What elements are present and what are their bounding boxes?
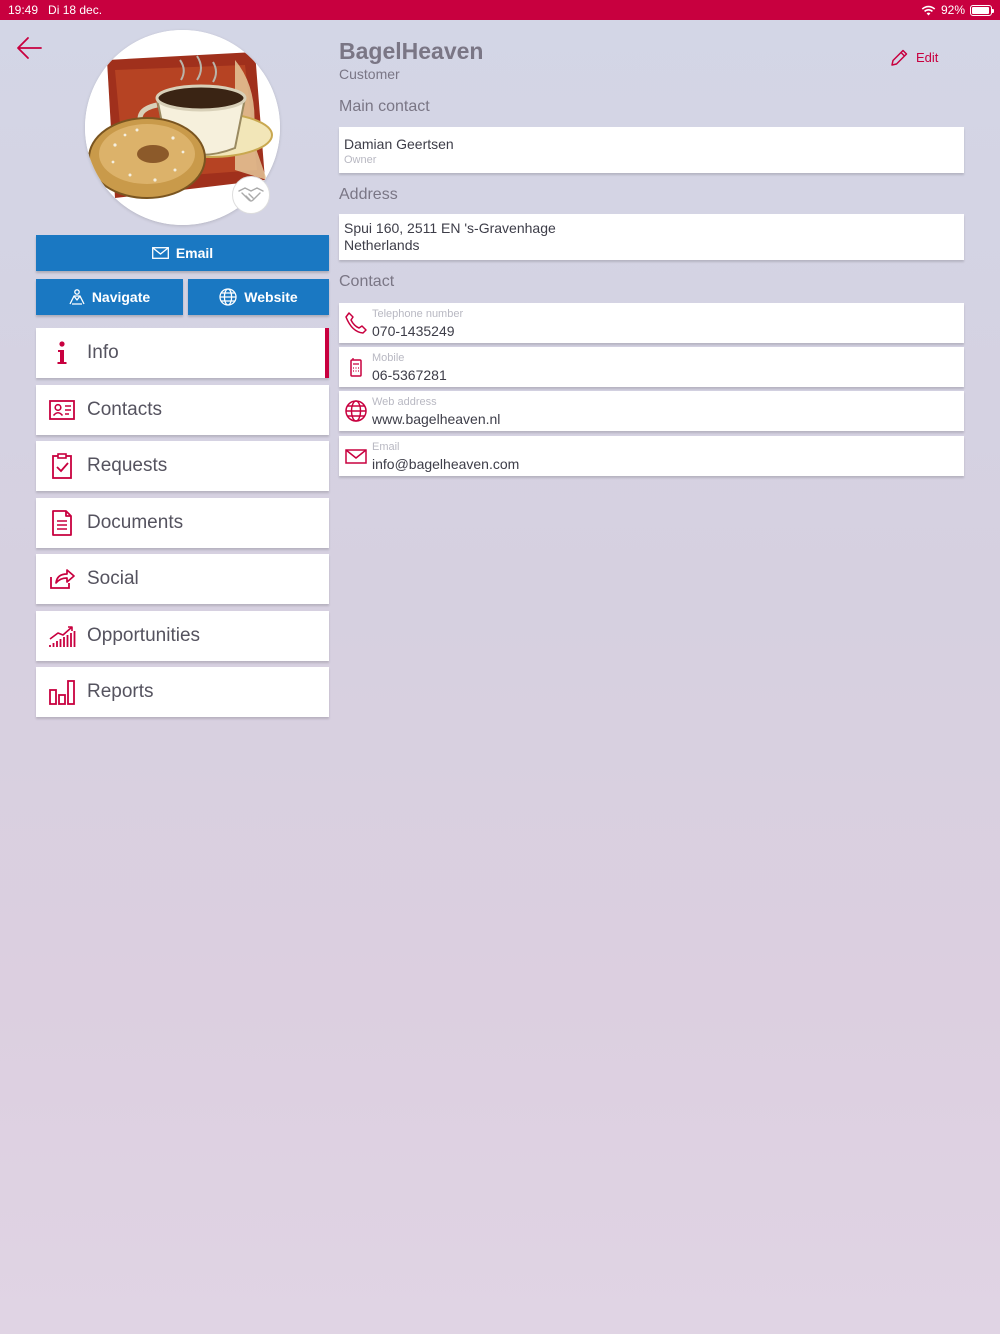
web-address-value: www.bagelheaven.nl [372,411,501,427]
menu-item-opportunities[interactable] [36,611,329,661]
info-icon [48,339,76,367]
back-button[interactable] [14,34,46,62]
address-line1: Spui 160, 2511 EN 's-Gravenhage [344,220,556,236]
website-button[interactable] [188,279,329,315]
globe-icon [219,288,237,306]
telephone-row[interactable] [339,303,964,343]
email-row[interactable] [339,436,964,476]
back-arrow-icon [14,34,46,62]
menu-item-label: Opportunities [87,625,201,646]
website-button-label: Website [244,289,298,305]
menu-item-social[interactable] [36,554,329,604]
globe-icon [344,399,368,423]
address-heading: Address [339,186,398,203]
battery-percent: 92% [940,3,965,17]
edit-label: Edit [916,50,939,65]
mobile-value: 06-5367281 [372,367,447,383]
share-icon [48,565,76,593]
status-time: 19:49 [8,3,39,17]
menu-item-label: Info [87,342,119,363]
status-right [921,3,992,17]
main-contact-card[interactable] [339,127,964,173]
contact-card-icon [48,396,76,424]
envelope-icon [344,444,368,468]
battery-icon [970,5,992,16]
email-button-label: Email [175,245,214,261]
pencil-icon [890,48,909,67]
navigate-button-label: Navigate [91,289,151,305]
menu-item-reports[interactable] [36,667,329,717]
menu-item-label: Social [87,568,139,589]
mobile-icon [344,355,368,379]
menu-item-documents[interactable] [36,498,329,548]
menu-item-label: Reports [87,681,154,702]
web-address-label: Web address [372,396,437,408]
menu-item-label: Contacts [87,399,162,420]
wifi-icon [921,5,936,16]
web-address-row[interactable] [339,391,964,431]
mobile-label: Mobile [372,352,405,364]
navigate-person-icon [69,289,85,305]
menu-item-contacts[interactable] [36,385,329,435]
menu-item-label: Documents [87,512,184,533]
telephone-value: 070-1435249 [372,323,455,339]
mobile-row[interactable] [339,347,964,387]
address-line2: Netherlands [344,237,420,253]
page-title: BagelHeaven [339,38,484,64]
phone-icon [344,311,368,335]
email-label: Email [372,441,400,453]
edit-button[interactable] [890,48,938,67]
document-icon [48,509,76,537]
email-value: info@bagelheaven.com [372,456,520,472]
telephone-label: Telephone number [372,308,464,320]
main-contact-role: Owner [344,154,377,166]
handshake-icon [238,185,264,205]
main-contact-heading: Main contact [339,98,430,115]
bar-chart-icon [48,678,76,706]
menu-item-info[interactable] [36,328,329,378]
address-card[interactable] [339,214,964,260]
status-date: Di 18 dec. [48,3,103,17]
envelope-icon [152,247,169,259]
menu-item-requests[interactable] [36,441,329,491]
menu-item-label: Requests [87,455,168,476]
contact-heading: Contact [339,273,395,290]
clipboard-check-icon [48,452,76,480]
navigate-button[interactable] [36,279,183,315]
battery-fill [972,7,989,14]
status-bar [0,0,1000,20]
main-contact-name: Damian Geertsen [344,136,454,152]
customer-type: Customer [339,66,400,82]
customer-type-badge [232,176,270,214]
growth-chart-icon [48,622,76,650]
email-button[interactable] [36,235,329,271]
